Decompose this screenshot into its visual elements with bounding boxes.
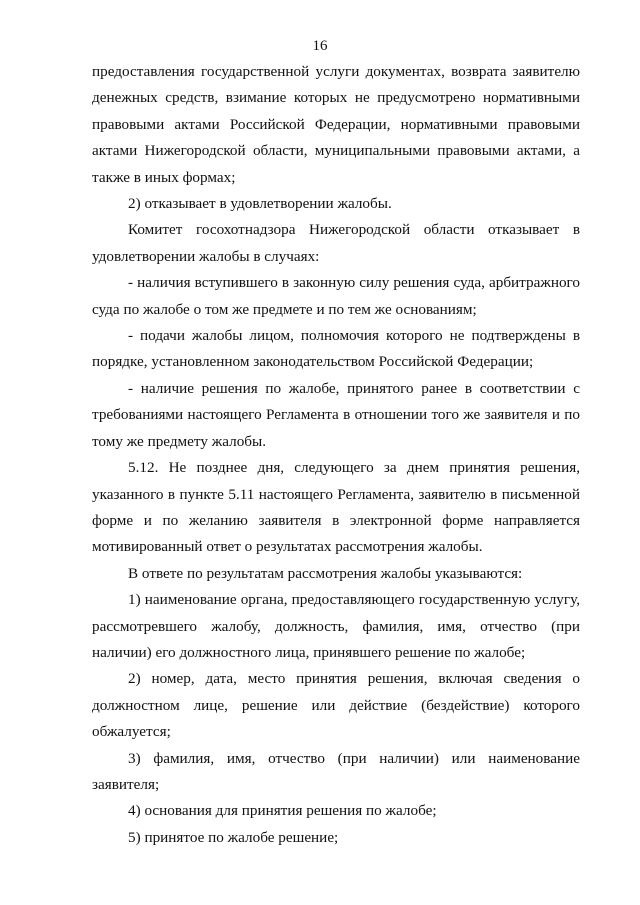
paragraph-refusal-decision: 2) отказывает в удовлетворении жалобы. (128, 195, 392, 213)
paragraph-section-5-12: 5.12. Не позднее дня, следующего за днем принятия решения, указанного в пункте 5.11 настоящего Регламента, заявителю в письменной форме и по желанию заявителя в электронной форме направляется мотивированный ответ о результатах рассмотрения жалобы. (92, 459, 580, 556)
paragraph-refusal-case-court: - наличия вступившего в законную силу решения суда, арбитражного суда по жалобе о том же предмете и по тем же основаниям; (92, 274, 580, 318)
paragraph-response-item-4: 4) основания для принятия решения по жалобе; (128, 802, 437, 820)
paragraph-response-item-2: 2) номер, дата, место принятия решения, включая сведения о должностном лице, решение или действие (бездействие) которого обжалуется; (92, 670, 580, 741)
paragraph-continuation: предоставления государственной услуги документах, возврата заявителю денежных средств, взимание которых не предусмотрено нормативными правовыми актами Российской Федерации, нормативными правовыми актами Нижегородской области, муниципальными правовыми актами, а также в иных формах; (92, 63, 580, 186)
paragraph-response-item-3: 3) фамилия, имя, отчество (при наличии) или наименование заявителя; (92, 749, 580, 793)
paragraph-response-item-5: 5) принятое по жалобе решение; (128, 828, 339, 846)
paragraph-refusal-case-authority: - подачи жалобы лицом, полномочия которого не подтверждены в порядке, установленном законодательством Российской Федерации; (92, 327, 580, 371)
document-body (92, 59, 580, 851)
paragraph-refusal-cases-intro: Комитет госохотнадзора Нижегородской области отказывает в удовлетворении жалобы в случаях: (92, 221, 580, 265)
paragraph-refusal-case-prior-decision: - наличие решения по жалобе, принятого ранее в соответствии с требованиями настоящего Регламента в отношении того же заявителя и по тому же предмету жалобы. (92, 379, 580, 450)
paragraph-response-contents-intro: В ответе по результатам рассмотрения жалобы указываются: (128, 564, 523, 582)
page-number: 16 (312, 38, 328, 54)
paragraph-response-item-1: 1) наименование органа, предоставляющего государственную услугу, рассмотревшего жалобу, должность, фамилия, имя, отчество (при наличии) его должностного лица, принявшего решение по жалобе; (92, 591, 580, 661)
